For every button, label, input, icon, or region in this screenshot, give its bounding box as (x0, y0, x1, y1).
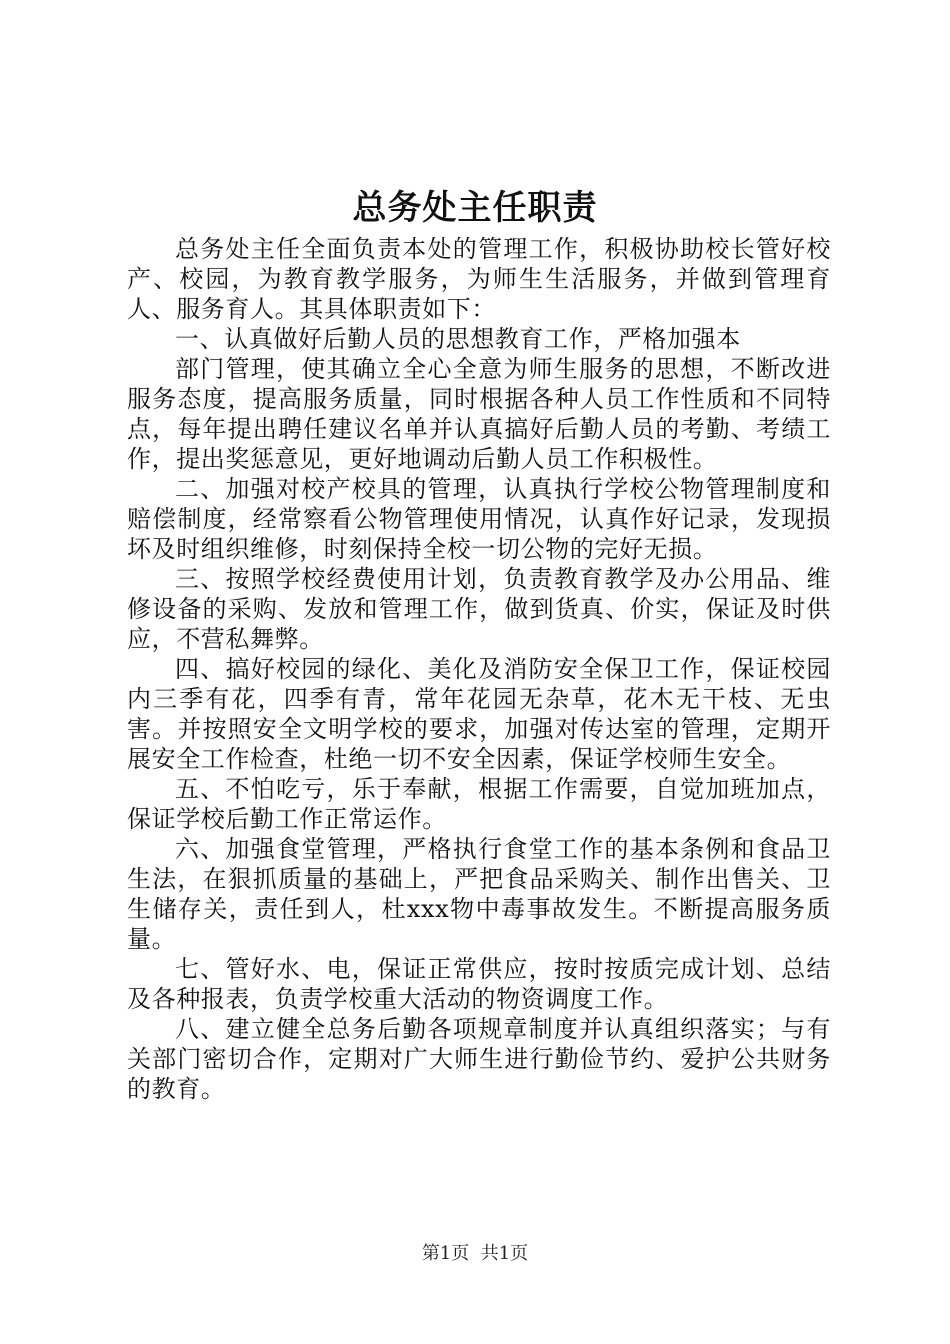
duty-6-paragraph: 六、加强食堂管理，严格执行食堂工作的基本条例和食品卫生法，在狠抓质量的基础上，严把食品采购关、制作出售关、卫生储存关，责任到人，杜xxx物中毒事故发生。不断提高服务质量。 (127, 835, 831, 953)
page-footer (0, 1242, 950, 1266)
duty-7-paragraph: 七、管好水、电，保证正常供应，按时按质完成计划、总结及各种报表，负责学校重大活动的物资调度工作。 (127, 955, 831, 1013)
duty-1-heading-line: 一、认真做好后勤人员的思想教育工作，严格加强本 (175, 325, 741, 353)
duty-2-paragraph: 二、加强对校产校具的管理，认真执行学校公物管理制度和赔偿制度，经常察看公物管理使用情况，认真作好记录，发现损坏及时组织维修，时刻保持全校一切公物的完好无损。 (127, 475, 831, 563)
document-title: 总务处主任职责 (352, 188, 598, 228)
duty-8-paragraph: 八、建立健全总务后勤各项规章制度并认真组织落实；与有关部门密切合作，定期对广大师生进行勤俭节约、爱护公共财务的教育。 (127, 1015, 831, 1103)
document-body (127, 234, 831, 1104)
intro-paragraph: 总务处主任全面负责本处的管理工作，积极协助校长管好校产、校园，为教育教学服务，为师生生活服务，并做到管理育人、服务育人。其具体职责如下： (127, 235, 831, 323)
duty-1-paragraph: 部门管理，使其确立全心全意为师生服务的思想，不断改进服务态度，提高服务质量，同时根据各种人员工作性质和不同特点，每年提出聘任建议名单并认真搞好后勤人员的考勤、考绩工作，提出奖惩意见，更好地调动后勤人员工作积极性。 (127, 355, 831, 473)
duty-3-paragraph: 三、按照学校经费使用计划，负责教育教学及办公用品、维修设备的采购、发放和管理工作，做到货真、价实，保证及时供应，不营私舞弊。 (127, 565, 831, 653)
page-number: 第1页 共1页 (421, 1243, 529, 1264)
duty-4-paragraph: 四、搞好校园的绿化、美化及消防安全保卫工作，保证校园内三季有花，四季有青，常年花园无杂草，花木无干枝、无虫害。并按照安全文明学校的要求，加强对传达室的管理，定期开展安全工作检查，杜绝一切不安全因素，保证学校师生安全。 (127, 655, 831, 773)
duty-5-paragraph: 五、不怕吃亏，乐于奉献，根据工作需要，自觉加班加点，保证学校后勤工作正常运作。 (127, 775, 831, 833)
